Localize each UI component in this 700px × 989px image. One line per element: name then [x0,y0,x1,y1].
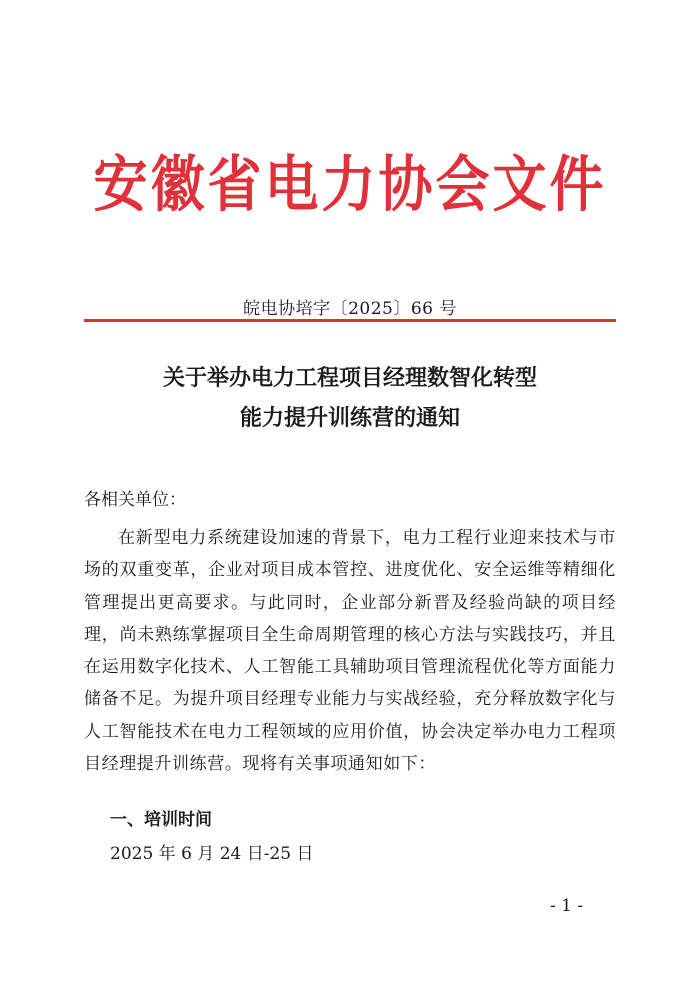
red-divider-line [84,319,616,322]
notice-title-line-1: 关于举办电力工程项目经理数智化转型 [162,365,537,391]
body-paragraph: 在新型电力系统建设加速的背景下，电力工程行业迎来技术与市场的双重变革，企业对项目成本管控、进度优化、安全运维等精细化管理提出更高要求。与此同时，企业部分新晋及经验尚缺的项目经理，尚未熟练掌握项目全生命周期管理的核心方法与实践技巧，并且在运用数字化技术、人工智能工具辅助项目管理流程优化等方面能力储备不足。为提升项目经理专业能力与实战经验，充分释放数字化与人工智能技术在电力工程领域的应用价值，协会决定举办电力工程项目经理提升训练营。现将有关事项通知如下： [84,528,616,775]
section-heading-training-time: 一、培训时间 [110,810,212,830]
document-number: 皖电协培字〔2025〕66 号 [243,299,457,319]
page-number: - 1 - [550,896,584,916]
notice-title [60,358,640,438]
training-date: 2025 年 6 月 24 日-25 日 [110,844,314,864]
masthead-title: 安徽省电力协会文件 [93,149,607,220]
salutation: 各相关单位： [84,490,186,510]
notice-title-line-2: 能力提升训练营的通知 [239,405,460,431]
